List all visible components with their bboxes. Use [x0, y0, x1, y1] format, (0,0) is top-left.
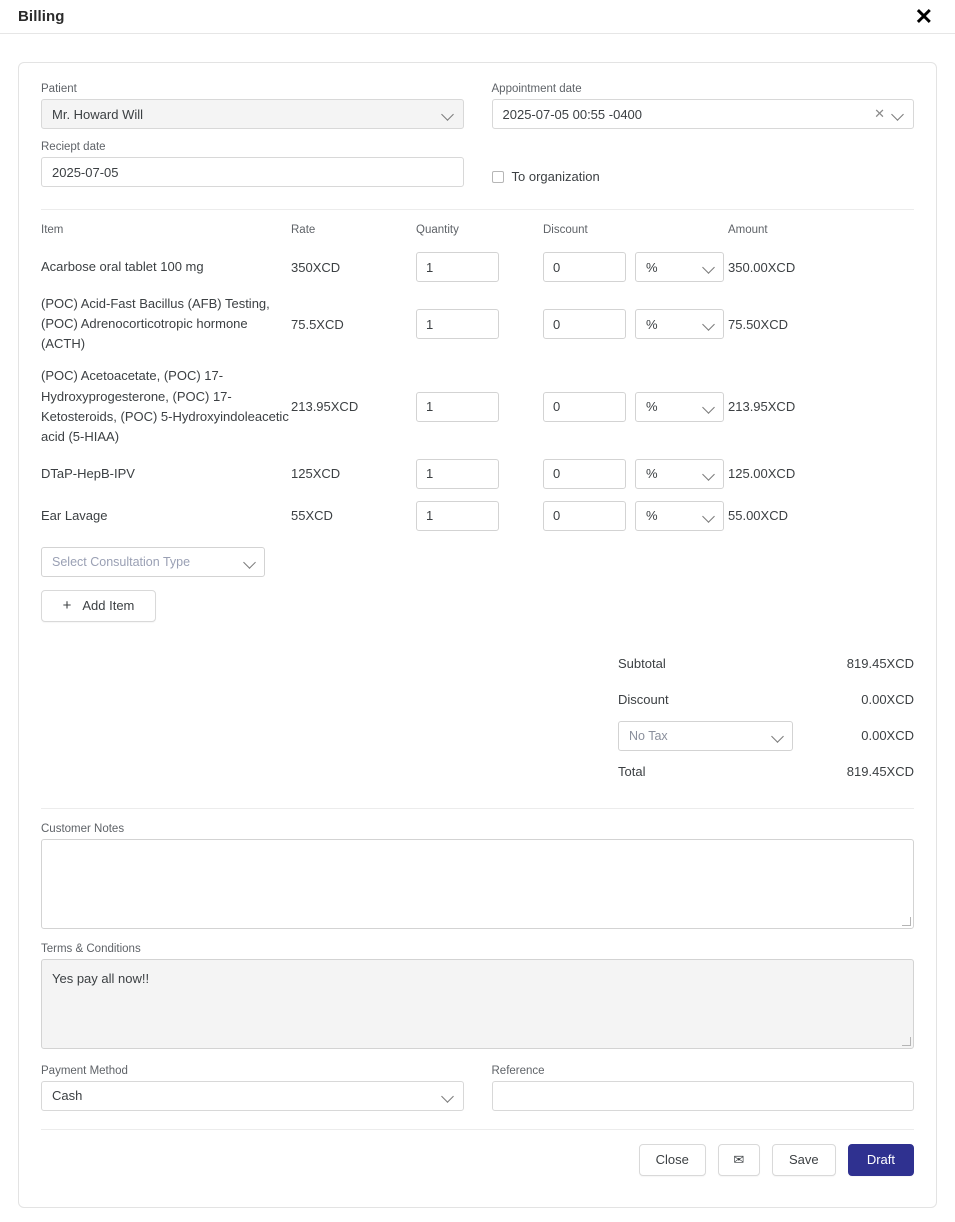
- patient-appointment-row: [41, 83, 914, 129]
- consultation-type-placeholder: Select Consultation Type: [52, 554, 191, 569]
- subtotal-row: [618, 646, 914, 682]
- discount-type-value: %: [646, 259, 658, 275]
- receipt-date-input[interactable]: [41, 157, 464, 187]
- discount-type-value: %: [646, 508, 658, 524]
- modal-header: [0, 0, 955, 34]
- patient-field-group: [41, 83, 464, 129]
- item-rate: 350XCD: [291, 259, 341, 275]
- patient-label: Patient: [41, 83, 77, 95]
- receipt-date-label: Reciept date: [41, 141, 106, 153]
- quantity-cell: [416, 246, 543, 288]
- item-amount: 350.00XCD: [728, 259, 796, 275]
- items-table: [41, 224, 914, 537]
- col-header-rate: Rate: [291, 224, 316, 236]
- item-name: DTaP-HepB-IPV: [41, 465, 135, 481]
- discount-type-value: %: [646, 399, 658, 415]
- item-rate: 75.5XCD: [291, 316, 344, 332]
- patient-select[interactable]: [41, 99, 464, 129]
- discount-cell: [543, 288, 728, 360]
- table-row: [41, 246, 914, 288]
- billing-card: [18, 62, 937, 1208]
- discount-row: [618, 682, 914, 718]
- discount-type-select[interactable]: [635, 459, 724, 489]
- chevron-down-icon: [441, 107, 455, 121]
- footer-actions: [41, 1130, 914, 1176]
- receipt-org-row: [41, 141, 914, 187]
- subtotal-label: Subtotal: [618, 656, 666, 672]
- to-organization-checkbox-row[interactable]: [492, 169, 915, 184]
- page-title: Billing: [18, 8, 65, 25]
- item-rate: 55XCD: [291, 508, 333, 524]
- col-header-discount: Discount: [543, 224, 588, 236]
- terms-label: Terms & Conditions: [41, 942, 141, 955]
- total-label: Total: [618, 764, 646, 780]
- envelope-icon: ✉: [733, 1151, 745, 1167]
- reference-group: [492, 1065, 915, 1111]
- chevron-down-icon: [702, 260, 716, 274]
- discount-input[interactable]: 0: [543, 252, 626, 282]
- item-amount: 125.00XCD: [728, 466, 796, 482]
- receipt-date-value: 2025-07-05: [52, 164, 119, 180]
- customer-notes-group: [41, 823, 914, 929]
- item-amount: 55.00XCD: [728, 508, 788, 524]
- discount-type-select[interactable]: [635, 392, 724, 422]
- payment-method-group: [41, 1065, 464, 1111]
- quantity-cell: [416, 453, 543, 495]
- item-amount: 213.95XCD: [728, 399, 796, 415]
- appointment-select[interactable]: [492, 99, 915, 129]
- quantity-input[interactable]: 1: [416, 501, 499, 531]
- total-value: 819.45XCD: [846, 764, 914, 780]
- discount-input[interactable]: 0: [543, 309, 626, 339]
- item-name: Acarbose oral tablet 100 mg: [41, 258, 204, 274]
- item-amount: 75.50XCD: [728, 316, 788, 332]
- quantity-cell: [416, 288, 543, 360]
- divider: [41, 209, 914, 210]
- discount-type-value: %: [646, 466, 658, 482]
- totals-block: [618, 646, 914, 790]
- tax-row: [618, 718, 914, 754]
- quantity-input[interactable]: 1: [416, 392, 499, 422]
- chevron-down-icon: [891, 107, 905, 121]
- col-header-quantity: Quantity: [416, 224, 459, 236]
- discount-input[interactable]: 0: [543, 501, 626, 531]
- total-row: [618, 754, 914, 790]
- add-item-label: Add Item: [82, 598, 135, 614]
- discount-cell: [543, 246, 728, 288]
- close-button[interactable]: Close: [639, 1144, 706, 1176]
- receipt-field-group: [41, 141, 464, 187]
- tax-value: 0.00XCD: [861, 728, 914, 744]
- payment-row: [41, 1065, 914, 1111]
- chevron-down-icon: [702, 467, 716, 481]
- chevron-down-icon: [702, 317, 716, 331]
- payment-method-select[interactable]: [41, 1081, 464, 1111]
- chevron-down-icon: [771, 729, 785, 743]
- quantity-input[interactable]: 1: [416, 252, 499, 282]
- add-item-button[interactable]: [41, 590, 156, 622]
- checkbox-icon[interactable]: [492, 171, 504, 183]
- chevron-down-icon: [702, 509, 716, 523]
- terms-textarea[interactable]: [41, 959, 914, 1049]
- terms-value: Yes pay all now!!: [52, 970, 150, 986]
- clear-icon[interactable]: ✕: [874, 106, 885, 121]
- email-button[interactable]: [718, 1144, 760, 1176]
- col-header-item: Item: [41, 224, 64, 236]
- patient-value: Mr. Howard Will: [52, 106, 144, 122]
- customer-notes-textarea[interactable]: [41, 839, 914, 929]
- appointment-label: Appointment date: [491, 83, 582, 95]
- item-rate: 125XCD: [291, 466, 341, 482]
- reference-input[interactable]: [492, 1081, 915, 1111]
- items-table-header: [41, 224, 914, 246]
- customer-notes-label: Customer Notes: [41, 822, 125, 835]
- discount-total-value: 0.00XCD: [861, 692, 914, 708]
- discount-type-select[interactable]: [635, 252, 724, 282]
- discount-total-label: Discount: [618, 692, 669, 708]
- item-rate: 213.95XCD: [291, 399, 359, 415]
- to-organization-group: [492, 141, 915, 187]
- discount-input[interactable]: 0: [543, 459, 626, 489]
- discount-cell: [543, 495, 728, 537]
- subtotal-value: 819.45XCD: [846, 656, 914, 672]
- quantity-input[interactable]: 1: [416, 459, 499, 489]
- item-name: (POC) Acid-Fast Bacillus (AFB) Testing, (POC) Adrenocorticotropic hormone (ACTH): [41, 296, 270, 352]
- chevron-down-icon: [441, 1089, 455, 1103]
- quantity-cell: [416, 360, 543, 453]
- plus-icon: +: [62, 597, 72, 615]
- discount-type-value: %: [646, 316, 658, 332]
- table-row: [41, 360, 914, 453]
- tax-select[interactable]: [618, 721, 793, 751]
- appointment-value: 2025-07-05 00:55 -0400: [502, 106, 643, 122]
- discount-type-select[interactable]: [635, 501, 724, 531]
- to-organization-label: To organization: [511, 169, 600, 184]
- discount-cell: [543, 453, 728, 495]
- item-name: (POC) Acetoacetate, (POC) 17-Hydroxyprogesterone, (POC) 17-Ketosteroids, (POC) 5-Hydroxyindoleacetic acid (5-HIAA): [41, 368, 289, 444]
- item-name: Ear Lavage: [41, 507, 108, 523]
- resize-handle-icon[interactable]: [902, 1037, 911, 1046]
- terms-group: [41, 943, 914, 1049]
- reference-label: Reference: [491, 1064, 545, 1077]
- table-row: [41, 495, 914, 537]
- payment-method-value: Cash: [52, 1088, 83, 1104]
- tax-select-value: No Tax: [629, 728, 668, 743]
- discount-cell: [543, 360, 728, 453]
- draft-button[interactable]: Draft: [848, 1144, 914, 1176]
- col-header-amount: Amount: [728, 224, 768, 236]
- save-button[interactable]: Save: [772, 1144, 836, 1176]
- quantity-cell: [416, 495, 543, 537]
- table-row: [41, 453, 914, 495]
- divider: [41, 808, 914, 809]
- discount-input[interactable]: 0: [543, 392, 626, 422]
- quantity-input[interactable]: 1: [416, 309, 499, 339]
- close-icon[interactable]: ✕: [914, 3, 933, 29]
- discount-type-select[interactable]: [635, 309, 724, 339]
- chevron-down-icon: [243, 555, 257, 569]
- table-row: [41, 288, 914, 360]
- resize-handle-icon[interactable]: [902, 917, 911, 926]
- chevron-down-icon: [702, 400, 716, 414]
- payment-method-label: Payment Method: [41, 1064, 128, 1077]
- consultation-type-select[interactable]: [41, 547, 265, 577]
- appointment-field-group: [492, 83, 915, 129]
